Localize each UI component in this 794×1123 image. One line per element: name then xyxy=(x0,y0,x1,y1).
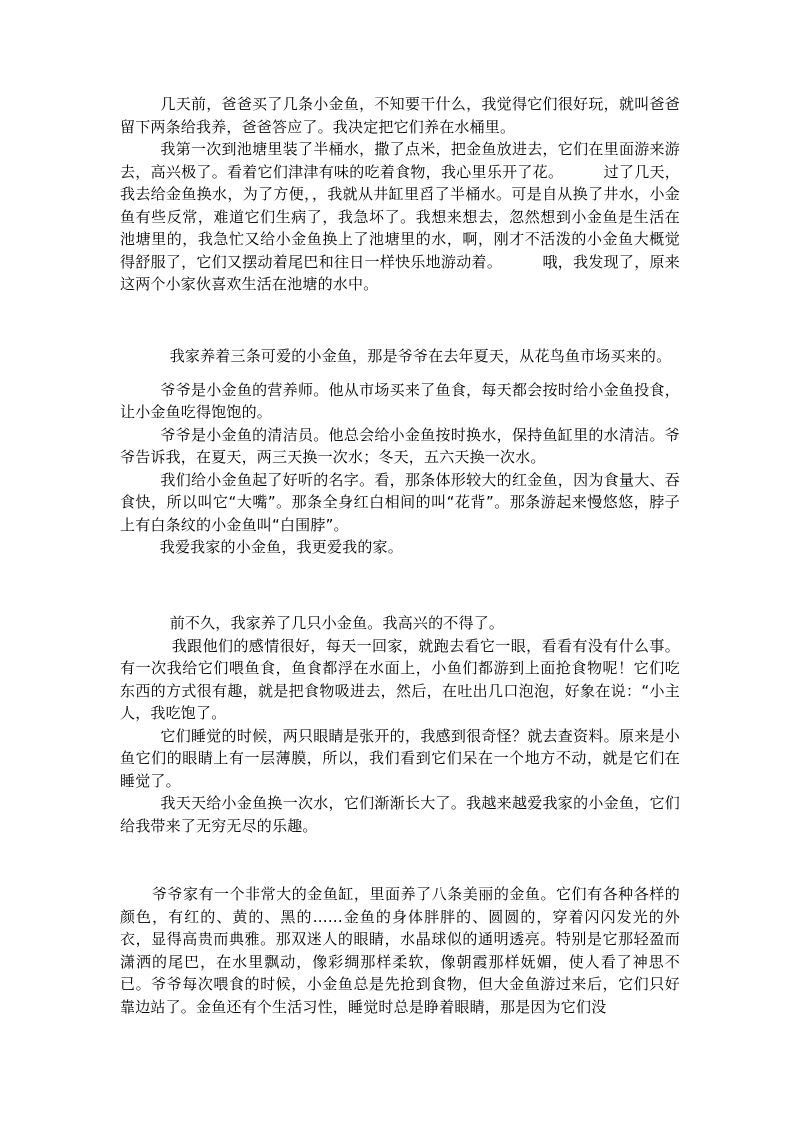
paragraph: 我跟他们的感情很好，每天一回家，就跑去看它一眼，看看有没有什么事。有一次我给它们喂鱼食，鱼食都浮在水面上，小鱼们都游到上面抢食物呢！它们吃东西的方式很有趣，就是把食物吸进去，然后，在吐出几口泡泡，好象在说：“小主人，我吃饱了。 xyxy=(120,636,681,722)
paragraph: 我们给小金鱼起了好听的名字。看，那条体形较大的红金鱼，因为食量大、吞食快，所以叫它“大嘴”。那条全身红白相间的叫“花背”。那条游起来慢悠悠，脖子上有白条纹的小金鱼叫“白围脖”。 xyxy=(120,470,681,534)
paragraph: 前不久，我家养了几只小金鱼。我高兴的不得了。 xyxy=(120,614,505,632)
paragraph: 爷爷是小金鱼的营养师。他从市场买来了鱼食，每天都会按时给小金鱼投食，让小金鱼吃得饱饱的。 xyxy=(120,380,680,421)
article-goldfish-bucket xyxy=(120,93,680,296)
paragraph: 我爱我家的小金鱼，我更爱我的家。 xyxy=(120,538,403,556)
paragraph: 它们睡觉的时候，两只眼睛是张开的，我感到很奇怪？就去查资料。原来是小鱼它们的眼睛上有一层薄膜，所以，我们看到它们呆在一个地方不动，就是它们在睡觉了。 xyxy=(120,726,680,790)
paragraph: 爷爷家有一个非常大的金鱼缸，里面养了八条美丽的金鱼。它们有各种各样的颜色，有红的、黄的、黑的……金鱼的身体胖胖的、圆圆的，穿着闪闪发光的外衣，显得高贵而典雅。那双迷人的眼睛，水晶球似的通明透亮。特别是它那轻盈而潇洒的尾巴，在水里飘动，像彩绸那样柔软，像朝霞那样妩媚，使人看了神思不已。爷爷每次喂食的时候，小金鱼总是先抢到食物，但大金鱼游过来后，它们只好靠边站了。金鱼还有个生活习性，睡觉时总是睁着眼睛，那是因为它们没 xyxy=(120,885,680,1016)
paragraph-spacer xyxy=(120,368,680,379)
paragraph: 几天前，爸爸买了几条小金鱼，不知要干什么，我觉得它们很好玩，就叫爸爸留下两条给我养，爸爸答应了。我决定把它们养在水桶里。 xyxy=(120,95,680,136)
article-goldfish-tank xyxy=(120,883,680,1018)
article-grandpa-goldfish xyxy=(120,345,680,559)
paragraph: 我天天给小金鱼换一次水，它们渐渐长大了。我越来越爱我家的小金鱼，它们给我带来了无穷无尽的乐趣。 xyxy=(120,794,680,835)
paragraph: 爷爷是小金鱼的清洁员。他总会给小金鱼按时换水，保持鱼缸里的水清洁。爷爷告诉我，在夏天，两三天换一次水；冬天，五六天换一次水。 xyxy=(120,425,680,466)
paragraph: 我家养着三条可爱的小金鱼，那是爷爷在去年夏天，从花鸟鱼市场买来的。 xyxy=(120,347,672,365)
article-little-goldfish xyxy=(120,612,680,837)
paragraph: 我第一次到池塘里装了半桶水，撒了点米，把金鱼放进去，它们在里面游来游去，高兴极了。看着它们津津有味的吃着食物，我心里乐开了花。 过了几天，我去给金鱼换水，为了方便，，我就从井缸里舀了半桶水。可是自从换了井水，小金鱼有些反常，难道它们生病了，我急坏了。我想来想去，忽然想到小金鱼是生活在池塘里的，我急忙又给小金鱼换上了池塘里的水，啊，刚才不活泼的小金鱼大概觉得舒服了，它们又摆动着尾巴和往日一样快乐地游动着。 哦，我发现了，原来这两个小家伙喜欢生活在池塘的水中。 xyxy=(120,140,680,293)
